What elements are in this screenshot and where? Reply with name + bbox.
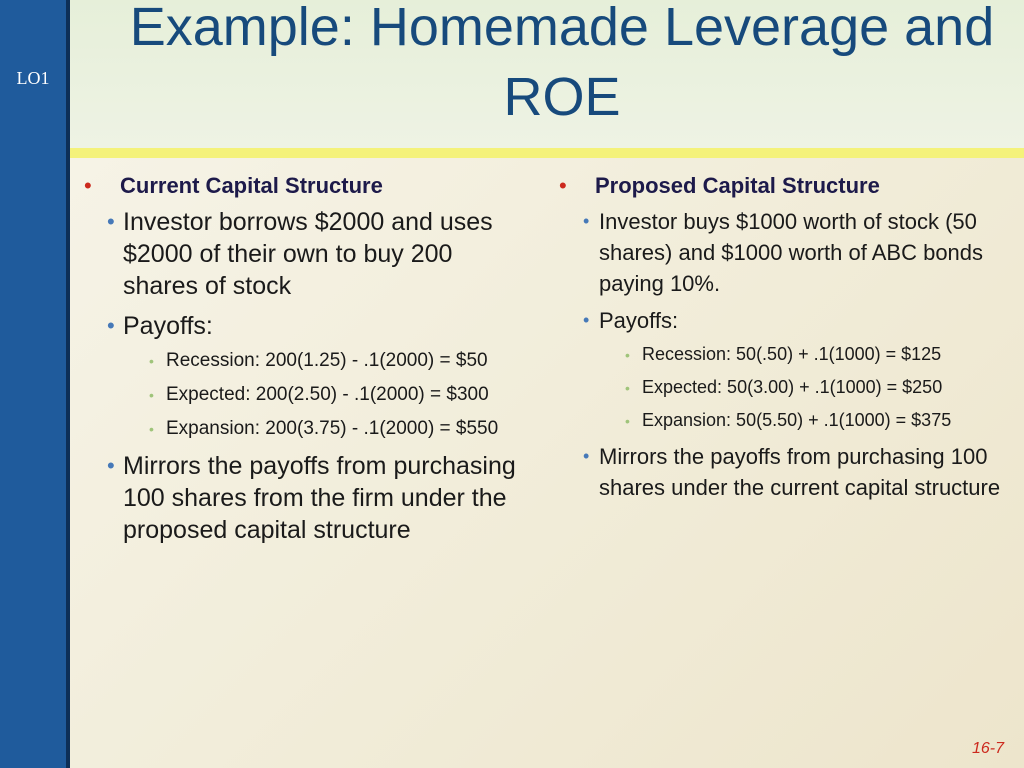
right-subitem-text: Expected: 50(3.00) + .1(1000) = $250 bbox=[642, 377, 943, 397]
bullet-icon: • bbox=[583, 446, 590, 466]
left-item bbox=[79, 206, 520, 302]
left-heading: Current Capital Structure bbox=[120, 173, 383, 198]
right-item bbox=[555, 206, 1005, 299]
bullet-icon: • bbox=[583, 310, 590, 330]
right-subitem-text: Expansion: 50(5.50) + .1(1000) = $375 bbox=[642, 410, 952, 430]
title-rule bbox=[70, 148, 1024, 158]
left-item-text: Investor borrows $2000 and uses $2000 of their own to buy 200 shares of stock bbox=[123, 208, 493, 300]
bullet-icon: • bbox=[625, 347, 630, 363]
left-item bbox=[79, 450, 520, 546]
left-subitem-text: Expected: 200(2.50) - .1(2000) = $300 bbox=[166, 384, 489, 405]
left-subitem-text: Recession: 200(1.25) - .1(2000) = $50 bbox=[166, 350, 488, 371]
left-column bbox=[80, 170, 520, 554]
bullet-icon: • bbox=[149, 387, 154, 403]
bullet-icon: • bbox=[84, 173, 92, 198]
right-item bbox=[555, 305, 1005, 433]
bullet-icon: • bbox=[107, 313, 115, 338]
bullet-icon: • bbox=[625, 413, 630, 429]
right-heading-item bbox=[555, 170, 1005, 503]
right-item-text: Mirrors the payoffs from purchasing 100 shares under the current capital structure bbox=[599, 444, 1001, 500]
right-item-text: Payoffs: bbox=[599, 308, 679, 333]
right-item-text: Investor buys $1000 worth of stock (50 shares) and $1000 worth of ABC bonds paying 10%. bbox=[599, 209, 984, 296]
right-item bbox=[555, 441, 1005, 503]
left-subitem bbox=[121, 382, 520, 408]
lo-label: LO1 bbox=[16, 68, 50, 88]
left-heading-item bbox=[80, 170, 520, 546]
bullet-icon: • bbox=[583, 211, 590, 231]
sidebar-band bbox=[0, 0, 66, 768]
page-number: 16-7 bbox=[971, 740, 1004, 757]
bullet-icon: • bbox=[625, 380, 630, 396]
right-subitem bbox=[597, 342, 1005, 367]
left-subitem bbox=[121, 348, 520, 374]
left-item-text: Mirrors the payoffs from purchasing 100 shares from the firm under the proposed capital structure bbox=[123, 452, 516, 544]
right-heading: Proposed Capital Structure bbox=[595, 173, 880, 198]
right-column bbox=[555, 170, 1005, 509]
right-subitem bbox=[597, 408, 1005, 433]
left-subitem-text: Expansion: 200(3.75) - .1(2000) = $550 bbox=[166, 418, 499, 439]
slide-title: Example: Homemade Leverage and ROE bbox=[129, 0, 995, 127]
bullet-icon: • bbox=[107, 209, 115, 234]
bullet-icon: • bbox=[559, 173, 567, 198]
bullet-icon: • bbox=[149, 353, 154, 369]
bullet-icon: • bbox=[149, 421, 154, 437]
bullet-icon: • bbox=[107, 453, 115, 478]
left-item-text: Payoffs: bbox=[123, 312, 213, 340]
right-subitem-text: Recession: 50(.50) + .1(1000) = $125 bbox=[642, 344, 942, 364]
right-subitem bbox=[597, 375, 1005, 400]
left-item bbox=[79, 310, 520, 442]
left-subitem bbox=[121, 416, 520, 442]
